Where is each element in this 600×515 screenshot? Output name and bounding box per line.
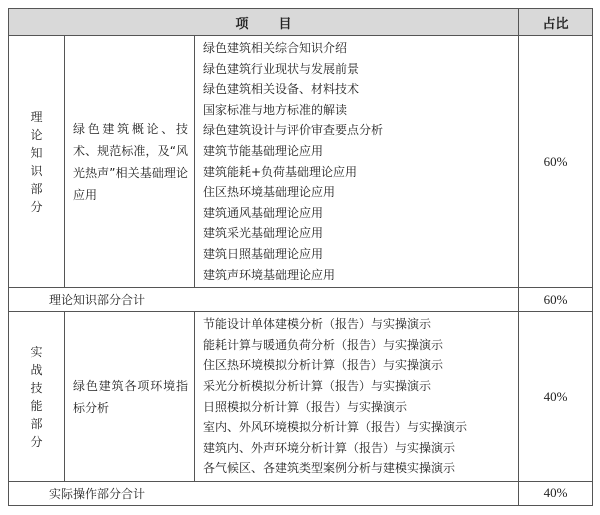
- list-item: 绿色建筑相关综合知识介绍: [203, 41, 348, 55]
- subtotal-row-practice: [9, 481, 593, 505]
- category-char: 识: [30, 163, 43, 178]
- list-item: 建筑能耗+负荷基础理论应用: [203, 164, 358, 179]
- category-char: 实: [30, 344, 43, 359]
- list-item: 绿色建筑行业现状与发展前景: [203, 61, 360, 76]
- header-percent: 占比: [519, 9, 593, 36]
- list-item: 绿色建筑相关设备、材料技术: [203, 82, 360, 97]
- category-char: 理: [30, 109, 43, 124]
- list-item: 住区热环境基础理论应用: [203, 185, 336, 200]
- list-item: 各气候区、各建筑类型案例分析与建模实操演示: [203, 461, 456, 476]
- subtotal-label-theory: 理论知识部分合计: [9, 288, 519, 312]
- category-char: 能: [30, 398, 43, 413]
- list-item: 室内、外风环境模拟分析计算（报告）与实操演示: [203, 420, 468, 435]
- list-item: 采光分析模拟分析计算（报告）与实操演示: [203, 378, 432, 393]
- list-item: 建筑声环境基础理论应用: [203, 267, 336, 282]
- items-theory: [195, 36, 519, 288]
- category-char: 战: [30, 362, 43, 377]
- description-practice: 绿色建筑各项环境指标分析: [65, 312, 195, 482]
- category-char: 部: [30, 416, 43, 431]
- percent-theory: 60%: [519, 36, 593, 288]
- subtotal-label-practice: 实际操作部分合计: [9, 481, 519, 505]
- category-char: 分: [30, 199, 43, 214]
- category-char: 分: [30, 434, 43, 449]
- category-char: 知: [30, 145, 43, 160]
- list-item: 节能设计单体建模分析（报告）与实操演示: [203, 317, 432, 332]
- list-item: 国家标准与地方标准的解读: [203, 102, 348, 117]
- section-row-theory: [9, 36, 593, 288]
- header-item: 项目: [9, 9, 519, 36]
- header-row: [9, 9, 593, 36]
- category-theory: [9, 36, 65, 288]
- list-item: 日照模拟分析计算（报告）与实操演示: [203, 399, 408, 414]
- subtotal-row-theory: [9, 288, 593, 312]
- list-item: 建筑通风基础理论应用: [203, 205, 324, 220]
- items-practice: [195, 312, 519, 482]
- description-theory: 绿色建筑概论、技术、规范标准，及“风光热声”相关基础理论应用: [65, 36, 195, 288]
- list-item: 建筑日照基础理论应用: [203, 246, 324, 261]
- category-char: 论: [30, 127, 43, 142]
- section-row-practice: [9, 312, 593, 482]
- list-item: 建筑节能基础理论应用: [203, 143, 324, 158]
- curriculum-table: [8, 8, 593, 506]
- category-practice: [9, 312, 65, 482]
- list-item: 绿色建筑设计与评价审查要点分析: [203, 123, 384, 138]
- subtotal-percent-practice: 40%: [519, 481, 593, 505]
- category-char: 技: [30, 380, 43, 395]
- list-item: 能耗计算与暖通负荷分析（报告）与实操演示: [203, 337, 444, 352]
- list-item: 建筑内、外声环境分析计算（报告）与实操演示: [203, 440, 456, 455]
- list-item: 住区热环境模拟分析计算（报告）与实操演示: [203, 358, 444, 373]
- category-char: 部: [30, 181, 43, 196]
- subtotal-percent-theory: 60%: [519, 288, 593, 312]
- percent-practice: 40%: [519, 312, 593, 482]
- list-item: 建筑采光基础理论应用: [203, 226, 324, 241]
